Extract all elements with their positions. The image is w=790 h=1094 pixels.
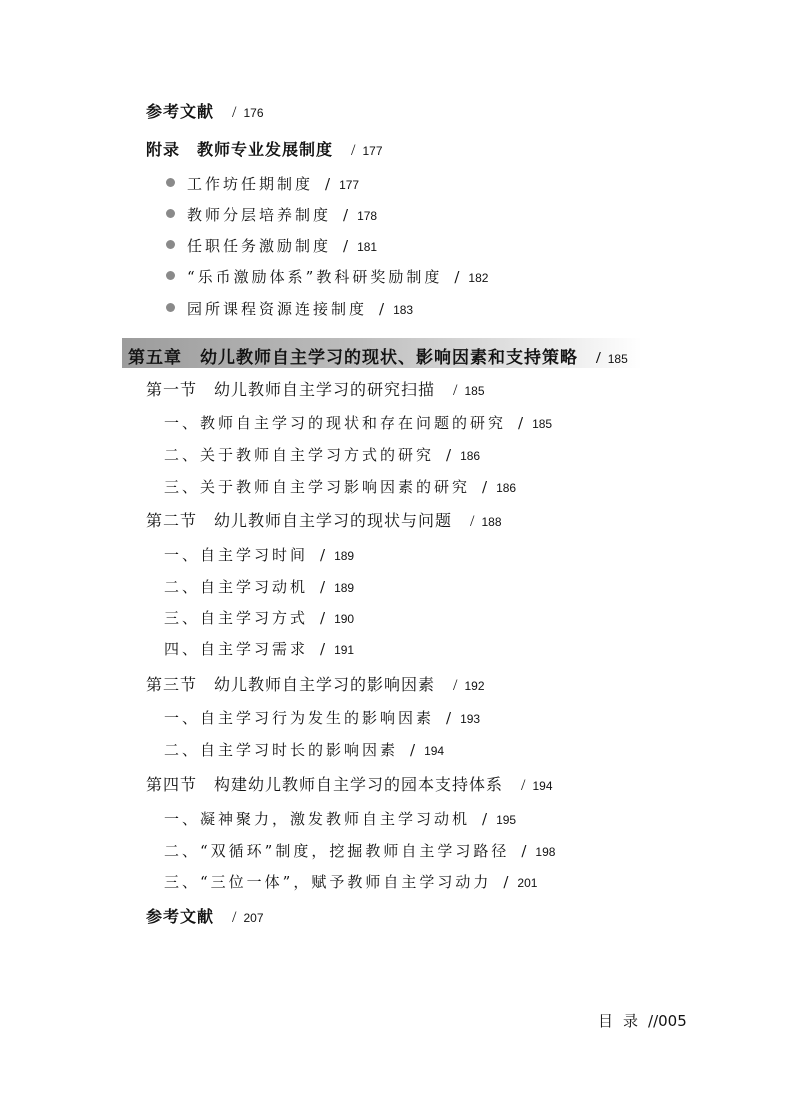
footer-separator: // (648, 1012, 659, 1030)
toc-subitem (164, 812, 516, 827)
toc-bullet-item (166, 270, 488, 285)
entry-title: 任职任务激励制度 (187, 237, 332, 255)
toc-section-1 (146, 383, 485, 399)
toc-bullet-item (166, 208, 377, 223)
page-number: 177 (339, 178, 360, 192)
entry-title: 附录 教师专业发展制度 (146, 142, 334, 159)
page-number: 195 (496, 813, 517, 827)
separator-slash: / (320, 578, 329, 596)
toc-subitem (164, 611, 354, 626)
chapter-title: 第五章 幼儿教师自主学习的现状、影响因素和支持策略 (128, 348, 578, 367)
page-number: 176 (243, 106, 264, 120)
toc-subitem (164, 642, 354, 657)
page-number: 181 (357, 240, 378, 254)
separator-slash: / (596, 348, 602, 367)
entry-title: 一、自主学习行为发生的影响因素 (164, 709, 435, 727)
entry-title: 教师分层培养制度 (187, 206, 332, 224)
entry-title: 参考文献 (146, 104, 215, 121)
entry-title: 园所课程资源连接制度 (187, 300, 368, 318)
toc-section-3 (146, 678, 485, 694)
separator-slash: / (446, 709, 455, 727)
separator-slash: / (351, 142, 357, 159)
toc-subitem (164, 416, 552, 431)
toc-section-2 (146, 514, 502, 530)
page-number: 193 (460, 712, 481, 726)
bullet-icon (166, 209, 175, 218)
page-number: 201 (517, 876, 538, 890)
section-title: 第四节 构建幼儿教师自主学习的园本支持体系 (146, 777, 504, 794)
page-number: 183 (393, 303, 414, 317)
page-number: 185 (532, 417, 553, 431)
entry-title: 三、“三位一体”，赋予教师自主学习动力 (164, 873, 492, 891)
separator-slash: / (325, 175, 334, 193)
separator-slash: / (482, 478, 491, 496)
separator-slash: / (232, 909, 238, 926)
entry-title: “乐币激励体系”教科研奖励制度 (187, 268, 443, 286)
page-number: 186 (460, 449, 481, 463)
entry-title: 一、教师自主学习的现状和存在问题的研究 (164, 414, 507, 432)
toc-subitem (164, 711, 480, 726)
entry-title: 二、自主学习动机 (164, 578, 309, 596)
toc-subitem (164, 580, 354, 595)
separator-slash: / (343, 237, 352, 255)
bullet-icon (166, 178, 175, 187)
page-number: 189 (334, 581, 355, 595)
entry-title: 二、自主学习时长的影响因素 (164, 741, 399, 759)
footer-label: 目录 (598, 1012, 649, 1030)
separator-slash: / (482, 810, 491, 828)
toc-subitem (164, 844, 555, 859)
toc-section-4 (146, 778, 553, 794)
page-number: 186 (496, 481, 517, 495)
toc-subitem (164, 875, 537, 890)
entry-title: 一、自主学习时间 (164, 546, 309, 564)
page-number: 191 (334, 643, 355, 657)
separator-slash: / (454, 268, 463, 286)
separator-slash: / (470, 513, 476, 530)
separator-slash: / (320, 609, 329, 627)
separator-slash: / (453, 382, 459, 399)
separator-slash: / (320, 546, 329, 564)
toc-subitem (164, 448, 480, 463)
bullet-icon (166, 240, 175, 249)
page-number: 189 (334, 549, 355, 563)
entry-title: 三、关于教师自主学习影响因素的研究 (164, 478, 471, 496)
section-title: 第二节 幼儿教师自主学习的现状与问题 (146, 513, 453, 530)
entry-title: 四、自主学习需求 (164, 640, 309, 658)
toc-subitem (164, 480, 516, 495)
page-number: 198 (535, 845, 556, 859)
page-number: 190 (334, 612, 355, 626)
separator-slash: / (410, 741, 419, 759)
entry-title: 三、自主学习方式 (164, 609, 309, 627)
toc-entry-appendix (146, 143, 383, 159)
separator-slash: / (521, 777, 527, 794)
page-number: 188 (481, 515, 502, 529)
toc-subitem (164, 743, 444, 758)
footer-page-number: 005 (658, 1012, 687, 1030)
separator-slash: / (453, 677, 459, 694)
section-title: 第三节 幼儿教师自主学习的影响因素 (146, 677, 436, 694)
bullet-icon (166, 271, 175, 280)
toc-entry-references-2 (146, 910, 264, 926)
toc-entry-references-1 (146, 105, 264, 121)
page-number: 182 (468, 271, 489, 285)
separator-slash: / (379, 300, 388, 318)
bullet-icon (166, 303, 175, 312)
separator-slash: / (503, 873, 512, 891)
page-number: 185 (607, 352, 628, 366)
page-footer (598, 1010, 687, 1031)
page-number: 194 (532, 779, 553, 793)
entry-title: 二、“双循环”制度，挖掘教师自主学习路径 (164, 842, 510, 860)
separator-slash: / (232, 104, 238, 121)
separator-slash: / (521, 842, 530, 860)
toc-subitem (164, 548, 354, 563)
page-number: 177 (362, 144, 383, 158)
page-number: 207 (243, 911, 264, 925)
separator-slash: / (320, 640, 329, 658)
toc-bullet-item (166, 302, 413, 317)
toc-chapter-5 (128, 343, 628, 368)
separator-slash: / (446, 446, 455, 464)
page-number: 192 (464, 679, 485, 693)
toc-bullet-item (166, 239, 377, 254)
entry-title: 一、凝神聚力，激发教师自主学习动机 (164, 810, 471, 828)
page-number: 194 (424, 744, 445, 758)
page-number: 178 (357, 209, 378, 223)
entry-title: 二、关于教师自主学习方式的研究 (164, 446, 435, 464)
page-number: 185 (464, 384, 485, 398)
separator-slash: / (343, 206, 352, 224)
entry-title: 工作坊任期制度 (187, 175, 314, 193)
section-title: 第一节 幼儿教师自主学习的研究扫描 (146, 382, 436, 399)
separator-slash: / (518, 414, 527, 432)
toc-bullet-item (166, 177, 359, 192)
entry-title: 参考文献 (146, 909, 215, 926)
